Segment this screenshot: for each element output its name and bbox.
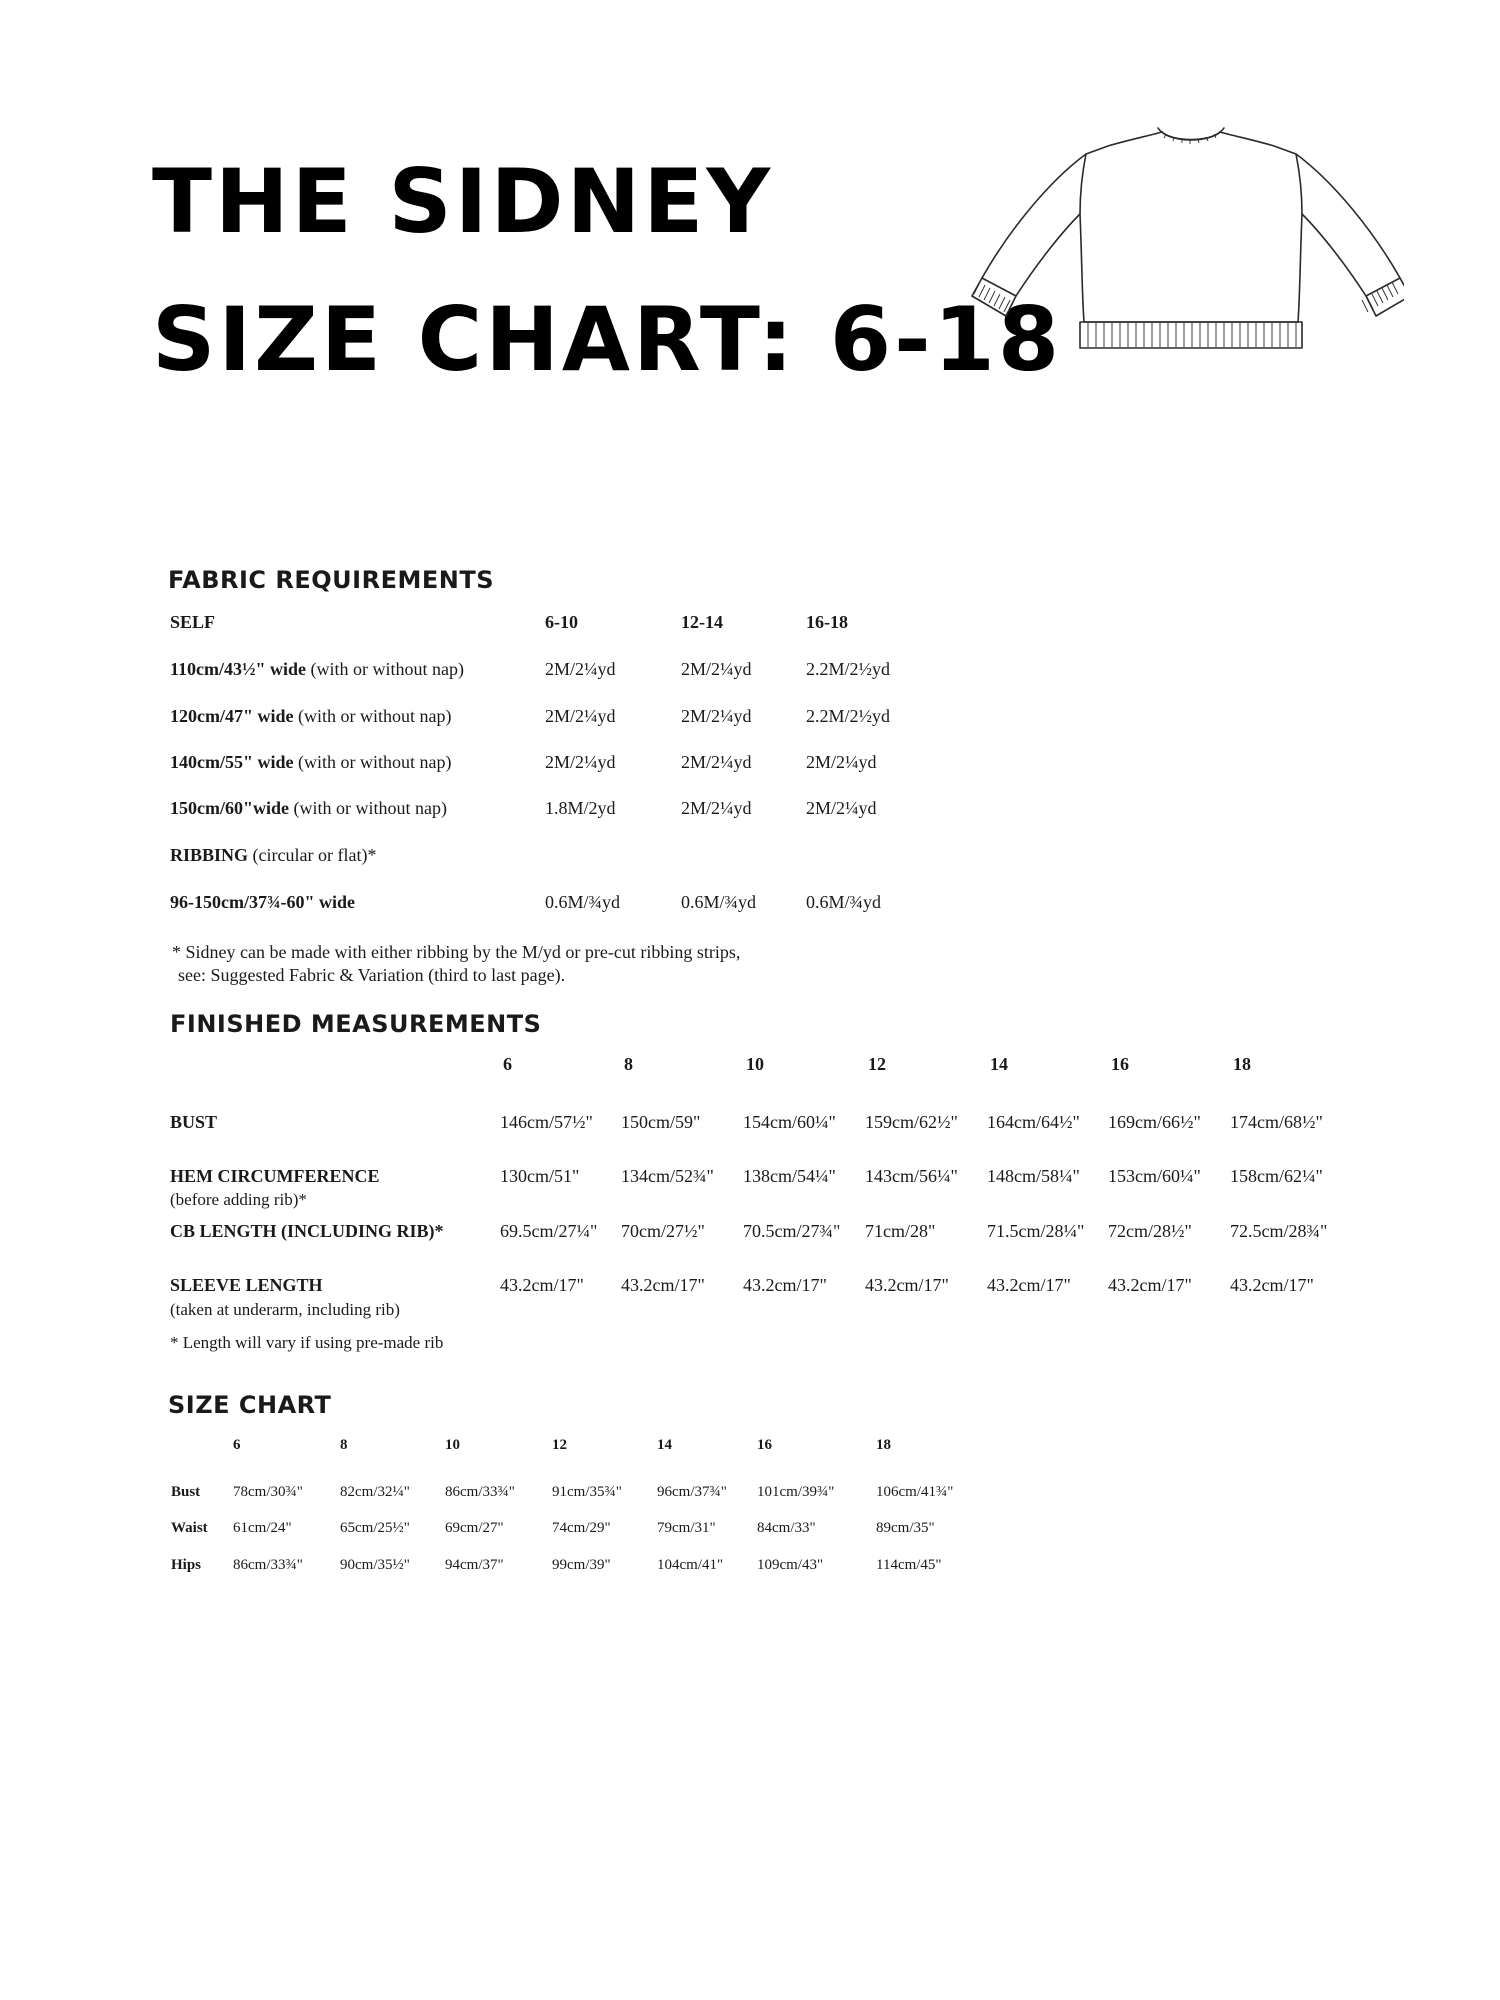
fm-size-header: 8 <box>624 1054 633 1074</box>
fabric-value: 2.2M/2½yd <box>806 706 891 726</box>
fabric-col-header: 6-10 <box>545 612 578 632</box>
fm-value: 71cm/28" <box>865 1221 936 1241</box>
sc-value: 65cm/25½" <box>340 1520 410 1536</box>
fabric-value: 2M/2¼yd <box>545 659 616 679</box>
sc-size-header: 14 <box>657 1437 672 1453</box>
sc-value: 104cm/41" <box>657 1557 724 1573</box>
sc-value: 86cm/33¾" <box>445 1484 515 1500</box>
sc-value: 90cm/35½" <box>340 1557 410 1573</box>
sc-value: 106cm/41¾" <box>876 1484 954 1500</box>
fm-value: 169cm/66½" <box>1108 1112 1201 1132</box>
fm-size-header: 12 <box>868 1054 886 1074</box>
fm-value: 70.5cm/27¾" <box>743 1221 841 1241</box>
fm-value: 43.2cm/17" <box>987 1275 1071 1295</box>
sc-value: 96cm/37¾" <box>657 1484 727 1500</box>
ribbing-label: RIBBING (circular or flat)* <box>170 845 377 865</box>
fm-value: 43.2cm/17" <box>1230 1275 1314 1295</box>
sc-value: 114cm/45" <box>876 1557 942 1573</box>
finished-measurements-heading: FINISHED MEASUREMENTS <box>170 1010 542 1038</box>
sc-value: 69cm/27" <box>445 1520 504 1536</box>
fm-value: 159cm/62½" <box>865 1112 958 1132</box>
fm-value: 158cm/62¼" <box>1230 1166 1323 1186</box>
fm-value: 134cm/52¾" <box>621 1166 714 1186</box>
fm-value: 43.2cm/17" <box>500 1275 584 1295</box>
fm-size-header: 14 <box>990 1054 1008 1074</box>
fabric-value: 2M/2¼yd <box>681 706 752 726</box>
fm-row-label: SLEEVE LENGTH <box>170 1275 323 1295</box>
sc-value: 89cm/35" <box>876 1520 935 1536</box>
fm-value: 69.5cm/27¼" <box>500 1221 598 1241</box>
fm-value: 43.2cm/17" <box>865 1275 949 1295</box>
fm-row-sublabel: (before adding rib)* <box>170 1190 307 1209</box>
fabric-requirements-heading: FABRIC REQUIREMENTS <box>168 566 494 594</box>
fabric-value: 2M/2¼yd <box>545 752 616 772</box>
fm-size-header: 18 <box>1233 1054 1251 1074</box>
sc-size-header: 18 <box>876 1437 891 1453</box>
fm-size-header: 16 <box>1111 1054 1129 1074</box>
fabric-row-label: 110cm/43½" wide (with or without nap) <box>170 659 464 679</box>
fabric-value: 2M/2¼yd <box>681 752 752 772</box>
fm-row-label: BUST <box>170 1112 218 1132</box>
sc-value: 109cm/43" <box>757 1557 824 1573</box>
self-label: SELF <box>170 612 216 632</box>
sc-value: 91cm/35¾" <box>552 1484 622 1500</box>
fm-size-header: 6 <box>503 1054 512 1074</box>
sc-value: 84cm/33" <box>757 1520 816 1536</box>
fm-note: * Length will vary if using pre-made rib <box>170 1333 444 1352</box>
sc-row-label: Waist <box>171 1520 208 1536</box>
sc-row-label: Bust <box>171 1484 201 1500</box>
sc-value: 79cm/31" <box>657 1520 716 1536</box>
fm-value: 43.2cm/17" <box>621 1275 705 1295</box>
sc-value: 101cm/39¾" <box>757 1484 835 1500</box>
fm-value: 72.5cm/28¾" <box>1230 1221 1328 1241</box>
fabric-value: 2M/2¼yd <box>806 752 877 772</box>
fabric-col-header: 12-14 <box>681 612 723 632</box>
fm-value: 154cm/60¼" <box>743 1112 836 1132</box>
fm-value: 174cm/68½" <box>1230 1112 1323 1132</box>
sc-size-header: 6 <box>233 1437 241 1453</box>
sc-row-label: Hips <box>171 1557 202 1573</box>
fm-size-header: 10 <box>746 1054 764 1074</box>
sweater-line-drawing-icon <box>968 122 1404 354</box>
fabric-value: 2M/2¼yd <box>681 798 752 818</box>
fabric-row-label: 120cm/47" wide (with or without nap) <box>170 706 452 726</box>
fabric-value: 2M/2¼yd <box>681 659 752 679</box>
sc-value: 86cm/33¾" <box>233 1557 303 1573</box>
sc-size-header: 16 <box>757 1437 772 1453</box>
fm-value: 148cm/58¼" <box>987 1166 1080 1186</box>
ribbing-row-label: 96-150cm/37¾-60" wide <box>170 892 355 912</box>
ribbing-value: 0.6M/¾yd <box>545 892 621 912</box>
fm-row-label: CB LENGTH (INCLUDING RIB)* <box>170 1221 444 1241</box>
fabric-value: 1.8M/2yd <box>545 798 616 818</box>
fabric-row-label: 150cm/60"wide (with or without nap) <box>170 798 447 818</box>
sc-value: 99cm/39" <box>552 1557 611 1573</box>
sc-value: 94cm/37" <box>445 1557 504 1573</box>
ribbing-value: 0.6M/¾yd <box>681 892 757 912</box>
fm-row-sublabel: (taken at underarm, including rib) <box>170 1300 400 1319</box>
sc-size-header: 12 <box>552 1437 567 1453</box>
fabric-col-header: 16-18 <box>806 612 848 632</box>
fm-value: 70cm/27½" <box>621 1221 705 1241</box>
sc-value: 82cm/32¼" <box>340 1484 410 1500</box>
fm-value: 150cm/59" <box>621 1112 701 1132</box>
fm-value: 72cm/28½" <box>1108 1221 1192 1241</box>
fm-value: 71.5cm/28¼" <box>987 1221 1085 1241</box>
ribbing-value: 0.6M/¾yd <box>806 892 882 912</box>
fm-value: 138cm/54¼" <box>743 1166 836 1186</box>
page-title-line-1: THE SIDNEY <box>152 150 774 253</box>
sc-value: 78cm/30¾" <box>233 1484 303 1500</box>
fabric-value: 2M/2¼yd <box>545 706 616 726</box>
fm-value: 143cm/56¼" <box>865 1166 958 1186</box>
fabric-note-line-2: see: Suggested Fabric & Variation (third to last page). <box>178 965 566 985</box>
fabric-row-label: 140cm/55" wide (with or without nap) <box>170 752 452 772</box>
fm-value: 164cm/64½" <box>987 1112 1080 1132</box>
sc-value: 61cm/24" <box>233 1520 292 1536</box>
fabric-note-line-1: * Sidney can be made with either ribbing by the M/yd or pre-cut ribbing strips, <box>172 942 741 962</box>
fm-value: 130cm/51" <box>500 1166 580 1186</box>
fm-row-label: HEM CIRCUMFERENCE <box>170 1166 380 1186</box>
sc-size-header: 8 <box>340 1437 348 1453</box>
page-title-line-2: SIZE CHART: 6-18 <box>152 288 1063 391</box>
fm-value: 146cm/57½" <box>500 1112 593 1132</box>
sc-value: 74cm/29" <box>552 1520 611 1536</box>
fabric-value: 2M/2¼yd <box>806 798 877 818</box>
sc-size-header: 10 <box>445 1437 460 1453</box>
fabric-value: 2.2M/2½yd <box>806 659 891 679</box>
fm-value: 43.2cm/17" <box>1108 1275 1192 1295</box>
size-chart-heading: SIZE CHART <box>168 1391 332 1419</box>
fm-value: 153cm/60¼" <box>1108 1166 1201 1186</box>
fm-value: 43.2cm/17" <box>743 1275 827 1295</box>
